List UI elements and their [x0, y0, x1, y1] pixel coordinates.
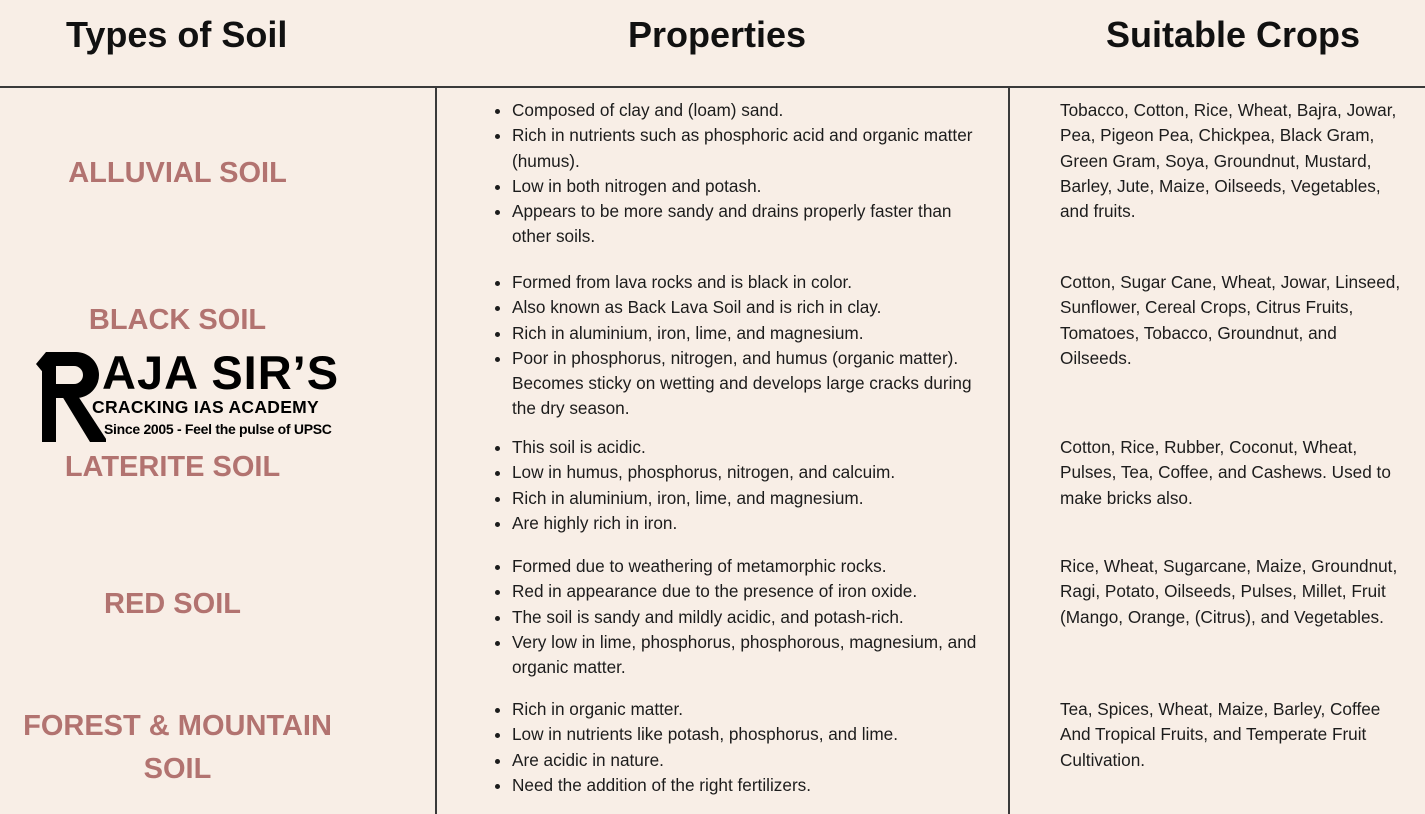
property-item: • Appears to be more sandy and drains properly faster than other soils. — [512, 199, 992, 250]
property-item: • Formed from lava rocks and is black in color. — [512, 270, 992, 295]
property-item: • Formed due to weathering of metamorphic rocks. — [512, 554, 992, 579]
table-header — [0, 0, 1425, 88]
property-item: • Are highly rich in iron. — [512, 511, 992, 536]
property-item: • Composed of clay and (loam) sand. — [512, 98, 992, 123]
property-item: • Poor in phosphorus, nitrogen, and humus (organic matter). Becomes sticky on wetting and develops large cracks during the dry season. — [512, 346, 992, 422]
soil-type-red: RED SOIL — [104, 588, 241, 620]
property-item: • Rich in aluminium, iron, lime, and magnesium. — [512, 321, 992, 346]
soil-type-alluvial: ALLUVIAL SOIL — [68, 157, 287, 189]
crops-red: Rice, Wheat, Sugarcane, Maize, Groundnut, Ragi, Potato, Oilseeds, Pulses, Millet, Fruit (Mango, Orange, (Citrus), and Vegetables. — [1060, 556, 1398, 627]
property-item: • Rich in nutrients such as phosphoric acid and organic matter (humus). — [512, 123, 992, 174]
property-item: • This soil is acidic. — [512, 435, 992, 460]
property-item: • Are acidic in nature. — [512, 748, 992, 773]
properties-list-laterite — [494, 435, 992, 536]
header-properties: Properties — [628, 14, 807, 55]
property-item: • Also known as Back Lava Soil and is rich in clay. — [512, 295, 992, 320]
property-item: • Red in appearance due to the presence of iron oxide. — [512, 579, 992, 604]
soil-type-forest-mountain: FOREST & MOUNTAIN SOIL — [23, 710, 332, 785]
crops-forest-mountain: Tea, Spices, Wheat, Maize, Barley, Coffee And Tropical Fruits, and Temperate Fruit Cultivation. — [1060, 699, 1381, 770]
crops-alluvial: Tobacco, Cotton, Rice, Wheat, Bajra, Jowar, Pea, Pigeon Pea, Chickpea, Black Gram, Green Gram, Soya, Groundnut, Mustard, Barley, Jute, Maize, Oilseeds, Vegetables, and fruits. — [1060, 100, 1397, 222]
logo-subtitle: CRACKING IAS ACADEMY — [92, 397, 320, 417]
r-logo-icon — [36, 346, 106, 446]
property-item: • Rich in aluminium, iron, lime, and magnesium. — [512, 486, 992, 511]
properties-list-black — [494, 270, 992, 422]
properties-list-forest-mountain — [494, 697, 992, 798]
header-suitable-crops: Suitable Crops — [1106, 14, 1361, 55]
academy-logo — [36, 346, 340, 446]
property-item: • Need the addition of the right fertilizers. — [512, 773, 992, 798]
soil-type-black: BLACK SOIL — [88, 304, 267, 336]
property-item: • Low in both nitrogen and potash. — [512, 174, 992, 199]
column-divider-2 — [1008, 88, 1010, 814]
property-item: • Rich in organic matter. — [512, 697, 992, 722]
property-item: • Low in nutrients like potash, phosphorus, and lime. — [512, 722, 992, 747]
header-types-of-soil: Types of Soil — [66, 14, 288, 55]
soil-type-laterite: LATERITE SOIL — [64, 451, 281, 483]
properties-list-red — [494, 554, 992, 680]
logo-tagline: Since 2005 - Feel the pulse of UPSC — [104, 421, 332, 437]
properties-list-alluvial — [494, 98, 992, 250]
property-item: • The soil is sandy and mildly acidic, and potash-rich. — [512, 605, 992, 630]
column-divider-1 — [435, 88, 437, 814]
property-item: • Very low in lime, phosphorus, phosphorous, magnesium, and organic matter. — [512, 630, 992, 681]
logo-title: AJA SIR’S — [102, 346, 340, 399]
property-item: • Low in humus, phosphorus, nitrogen, and calcuim. — [512, 460, 992, 485]
crops-black: Cotton, Sugar Cane, Wheat, Jowar, Linseed, Sunflower, Cereal Crops, Citrus Fruits, Tomatoes, Tobacco, Groundnut, and Oilseeds. — [1060, 272, 1401, 368]
crops-laterite: Cotton, Rice, Rubber, Coconut, Wheat, Pulses, Tea, Coffee, and Cashews. Used to make bricks also. — [1060, 437, 1391, 508]
